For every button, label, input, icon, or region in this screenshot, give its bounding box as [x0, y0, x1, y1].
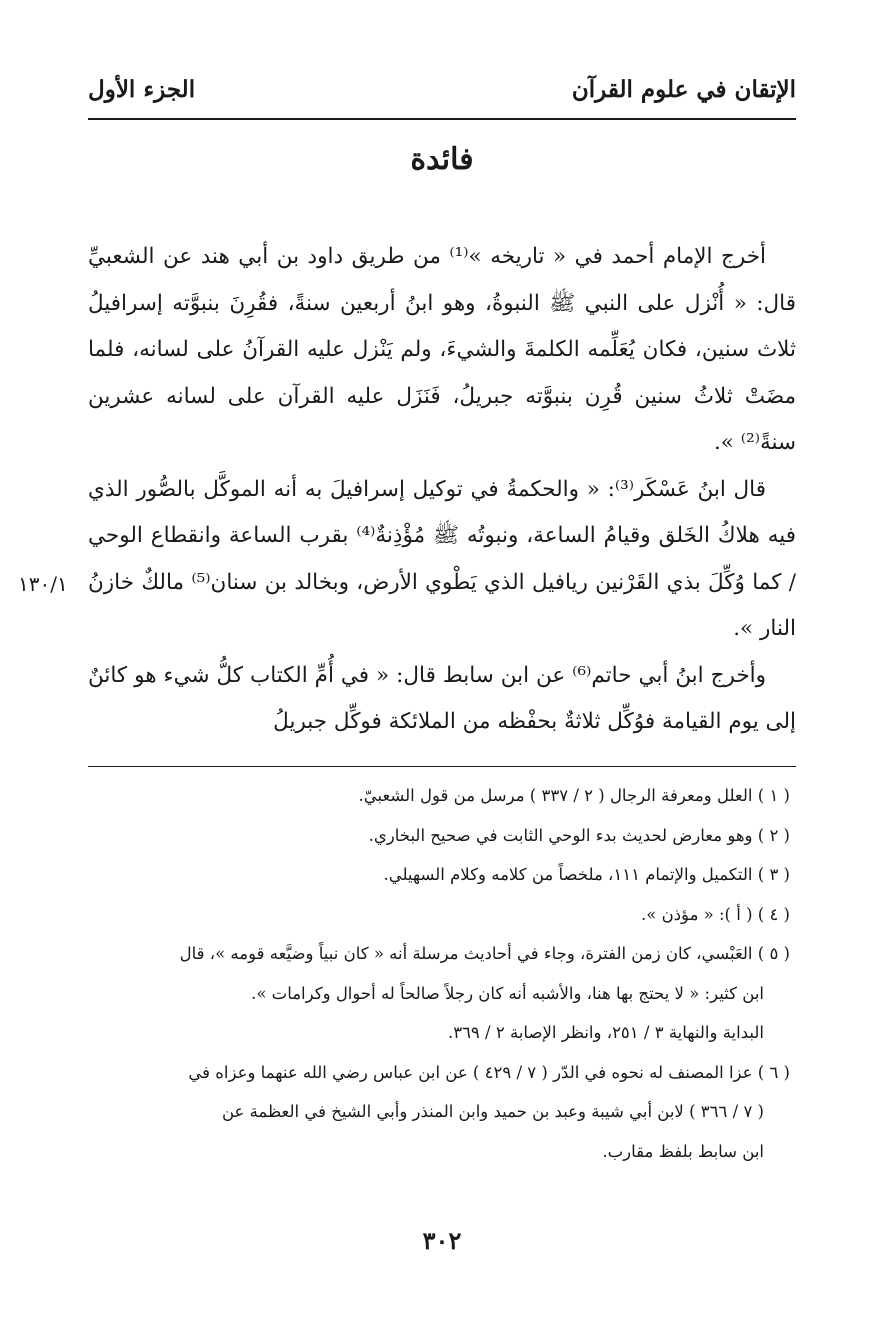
- paragraph-2: قال ابنُ عَسْكَر⁽³⁾: « والحكمةُ في توكيل إسرافيلَ به أنه الموكَّل بالصُّور الذي فيه هلاكُ الخَلق وقيامُ الساعة، ونبوتُه ﷺ مُؤْذِنةٌ⁽⁴⁾ بقرب الساعة وانقطاع الوحي / كما وُكِّلَ بذي القَرْنين ريافيل الذي يَطْوي الأرض، وبخالد بن سنان⁽⁵⁾ مالكٌ خازنُ النار ».: [88, 476, 796, 641]
- footnote-5-line-2: ابن كثير: « لا يحتج بها هنا، والأشبه أنه كان رجلاً صالحاً له أحوال وكرامات ».: [251, 983, 764, 1003]
- running-header: [88, 70, 796, 120]
- footnote-5: ( ٥ ) العَبْسي، كان زمن الفترة، وجاء في أحاديث مرسلة أنه « كان نبياً وضيَّعه قومه »، قال: [179, 944, 790, 963]
- footnote-5-line-3: البداية والنهاية ٣ / ٢٥١، وانظر الإصابة ٢ / ٣٦٩.: [447, 1023, 764, 1042]
- footnote-3: ( ٣ ) التكميل والإتمام ١١١، ملخصاً من كلامه وكلام السهيلي.: [383, 865, 790, 884]
- paragraph-3: وأخرج ابنُ أبي حاتم⁽⁶⁾ عن ابن سابط قال: « في أُمِّ الكتاب كلُّ شيء هو كائنٌ إلى يوم القيامة فوُكِّل ثلاثةٌ بحفْظه من الملائكة فوكِّل جبريلُ: [88, 662, 796, 734]
- section-title: فائدة: [410, 142, 474, 177]
- footnote-divider: [88, 766, 796, 767]
- footnote-4: ( ٤ ) ( أ ): « مؤذن ».: [641, 904, 790, 924]
- main-text: [88, 234, 796, 746]
- footnote-1: ( ١ ) العلل ومعرفة الرجال ( ٢ / ٣٣٧ ) مرسل من قول الشعبيّ.: [358, 786, 790, 805]
- page-number: ٣٠٢: [422, 1226, 462, 1255]
- manuscript-folio-reference: ١٣٠/١: [18, 572, 68, 596]
- footnote-6-line-2: ( ٧ / ٣٦٦ ) لابن أبي شيبة وعبد بن حميد وابن المنذر وأبي الشيخ في العظمة عن: [221, 1102, 764, 1121]
- footnotes: [88, 776, 796, 1171]
- footnote-6: ( ٦ ) عزا المصنف له نحوه في الدّر ( ٧ / ٤٢٩ ) عن ابن عباس رضي الله عنهما وعزاه في: [188, 1062, 790, 1082]
- book-title: الإتقان في علوم القرآن: [571, 76, 796, 103]
- paragraph-1: أخرج الإمام أحمد في « تاريخه »⁽¹⁾ من طريق داود بن أبي هند عن الشعبيِّ قال: « أُنْزل على النبي ﷺ النبوةُ، وهو ابنُ أربعين سنةً، فقُرِنَ بنبوَّته إسرافيلُ ثلاث سنين، فكان يُعَلِّمه الكلمةَ والشيءَ، ولم يَنْزل عليه القرآنُ على لسانه، فلما مضَتْ ثلاثُ سنين قُرِن بنبوَّته جبريلُ، فَنَزَل عليه القرآن على لسانه عشرين سنةً⁽²⁾ ».: [88, 244, 796, 455]
- footnote-6-line-3: ابن سابط بلفظ مقارب.: [602, 1141, 764, 1161]
- part-label: الجزء الأول: [88, 76, 196, 103]
- footnote-2: ( ٢ ) وهو معارض لحديث بدء الوحي الثابت في صحيح البخاري.: [368, 825, 790, 845]
